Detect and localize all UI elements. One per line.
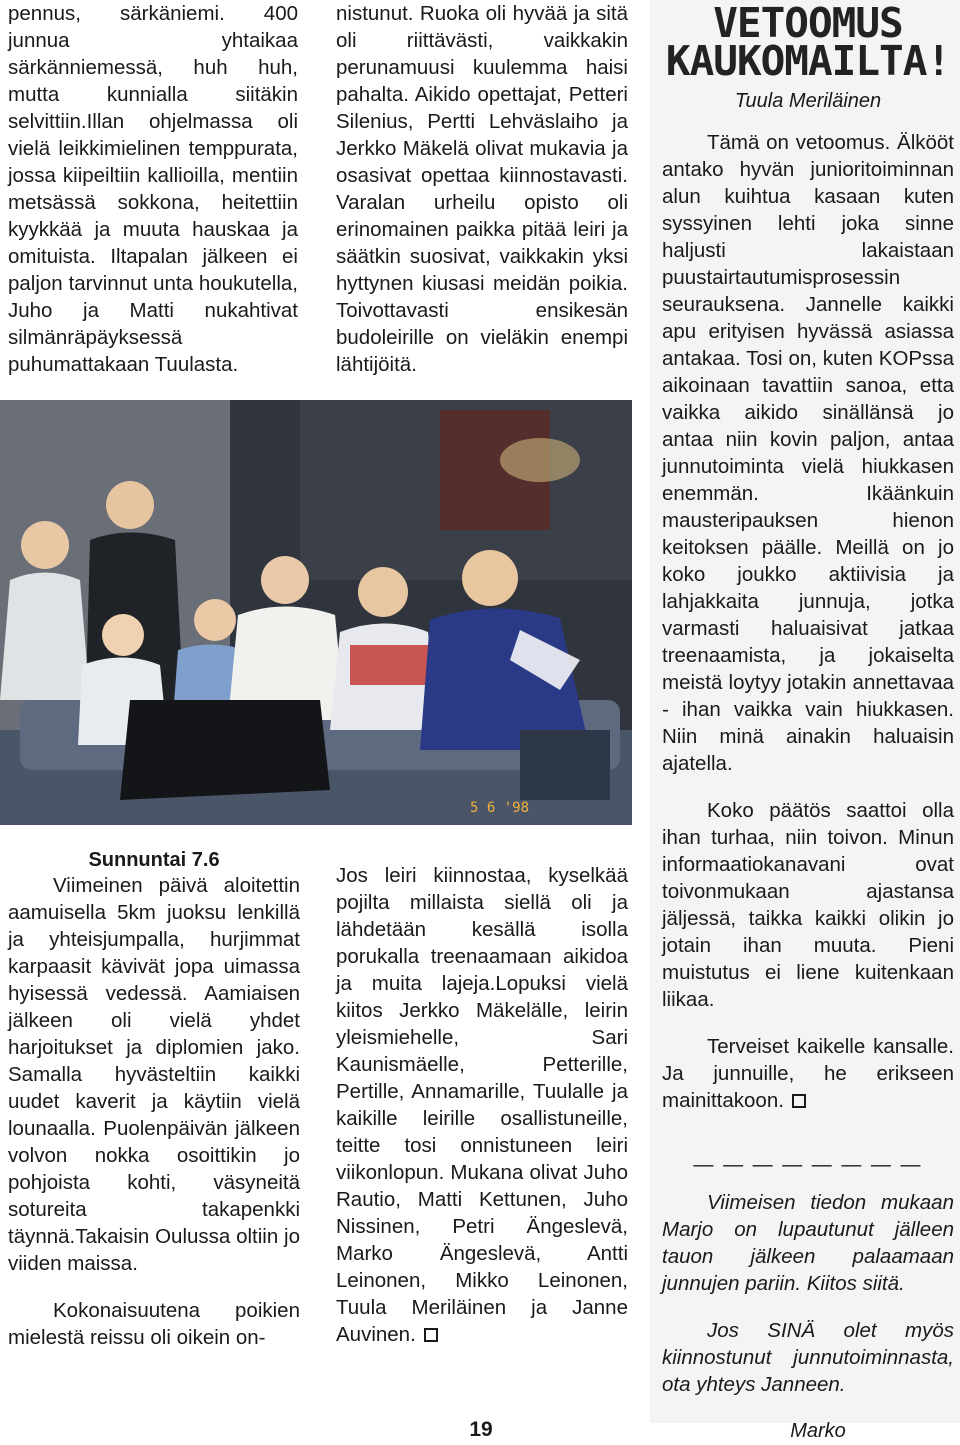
sidebar-column <box>662 0 954 1445</box>
page-number: 19 <box>469 1418 493 1441</box>
end-mark-icon <box>792 1094 806 1108</box>
paragraph: Koko päätös saattoi olla ihan turhaa, niin toivon. Minun informaatiokanavani ovat toivonmukaan ajastansa jäljessä, taikka kaikki olikin jo jotain ihan muuta. Pieni muistutus ei liene kuitenkaan liikaa. <box>662 799 954 1011</box>
signature: Marko <box>790 1420 846 1442</box>
paragraph: Viimeinen päivä aloitettin aamuisella 5km juoksu lenkillä ja yhteisjumpalla, hurjimmat karpaasit kävivät jopa uimassa hyisessä vedessä. Aamiaisen jälkeen oli vielä yhdet harjoitukset ja diplomien jako. Samalla hyvästeltiin kaikki uudet kaverit ja käytiin vielä lounaalla. Puolenpäivän jälkeen volvon nokka osoittikin jo pohjoista kohti, väsyneitä sotureita takapenkki täynnä.Takaisin Oulussa oltiin jo viiden maissa. <box>8 874 300 1275</box>
column-2-bottom-text <box>336 862 628 1348</box>
section-heading: Sunnuntai 7.6 <box>88 849 220 871</box>
paragraph-text: Terveiset kaikelle kansalle. Ja junnuille, he erikseen mainittakoon. <box>662 1035 954 1112</box>
author-byline: Tuula Meriläinen <box>734 90 882 112</box>
paragraph: Kokonaisuutena poikien mielestä reissu oli oikein on- <box>8 1299 300 1349</box>
group-photo <box>0 400 632 825</box>
column-1-bottom-text <box>8 848 300 1351</box>
paragraph-text: Jos leiri kiinnostaa, kyselkää pojilta millaista siellä oli ja lähdetään kesällä isolla porukalla treenaamaan aikidoa ja muita lajeja.Lopuksi vielä kiitos Jerkko Mäkelälle, leirin yleismiehelle, Sari Kaunismäelle, Petterille, Pertille, Annamarille, Tuulalle ja kaikille leirille osallistuneille, teitte tosi onnistuneen leiri viikonlopun. Mukana olivat Juho Rautio, Matti Kettunen, Juho Nissinen, Petri Ängeslevä, Marko Ängeslevä, Antti Leinonen, Mikko Leinonen, Tuula Meriläinen ja Janne Auvinen. <box>336 864 628 1346</box>
paragraph: pennus, särkäniemi. 400 junnua yhtaikaa särkänniemessä, huh huh, mutta kunnialla siitäkin selvittiin.Illan ohjelmassa oli vielä leikkimielinen temppurata, jossa kiipeiltiin kallioilla, mentiin metsässä sokkona, heitettiin kyykkää ja muuta hauskaa ja omituista. Iltapalan jälkeen ei paljon tarvinnut unta houkutella, Juho ja Matti nukahtivat silmänräpäyksessä puhumattakaan Tuulasta. <box>8 2 298 376</box>
column-2-top-text <box>336 0 628 378</box>
column-1-top-text <box>8 0 298 378</box>
paragraph: Tämä on vetoomus. Älkööt antako hyvän junioritoiminnan alun kuihtua kasaan kuten syssyinen lehti joka sinne haljusti lakaistaan puustairtautumisprosessin seurauksena. Jannelle kaikki apu erityisen hyvässä asiassa antakaa. Tosi on, kuten KOPssa aikoinaan tavattiin sanoa, etta vaikka aikido sinällänsä jo antaa niin kovin paljon, antaa junnutoiminta vielä hiukkasen enemmän. Ikäänkuin mausteripauksen hienon keitoksen päälle. Meillä on jo koko joukko aktiivisia ja lahjakkaita junnuja, jotka varmasti haluaisivat jatkaa treenaamista, ja jokaiselta meistä loytyy jotakin annettavaa - ihan vaikka vain hiukkasen. Niin minä ainakin haluaisin ajatella. <box>662 131 954 775</box>
note-paragraph: Jos SINÄ olet myös kiinnostunut junnutoiminnasta, ota yhteys Janneen. <box>662 1319 954 1396</box>
divider: — — — — — — — — <box>693 1154 923 1176</box>
paragraph <box>662 1033 954 1114</box>
end-mark-icon <box>424 1328 438 1342</box>
paragraph <box>336 862 628 1348</box>
note-paragraph: Viimeisen tiedon mukaan Marjo on lupautunut jälleen tauon jälkeen palaamaan junnujen pariin. Kiitos siitä. <box>662 1191 954 1295</box>
photo-date-stamp: 5 6 '98 <box>470 800 530 816</box>
paragraph: nistunut. Ruoka oli hyvää ja sitä oli riittävästi, vaikkakin perunamuusi kuulemma haisi pahalta. Aikido opettajat, Petteri Silenius, Pertti Lehväslaiho ja Jerkko Mäkelä olivat mukavia ja osasivat opettaa kiinnostavasti. Varalan urheilu opisto oli erinomainen paikka pitää leiri ja säätkin suosivat, vaikkakin yksi hyttynen kiusasi meidän poikia. Toivottavasti ensikesän budoleirille on vieläkin enempi lähtijöitä. <box>336 2 628 376</box>
sidebar-title: VETOOMUS KAUKOMAILTA! <box>665 0 951 85</box>
photo-illustration <box>0 400 632 825</box>
